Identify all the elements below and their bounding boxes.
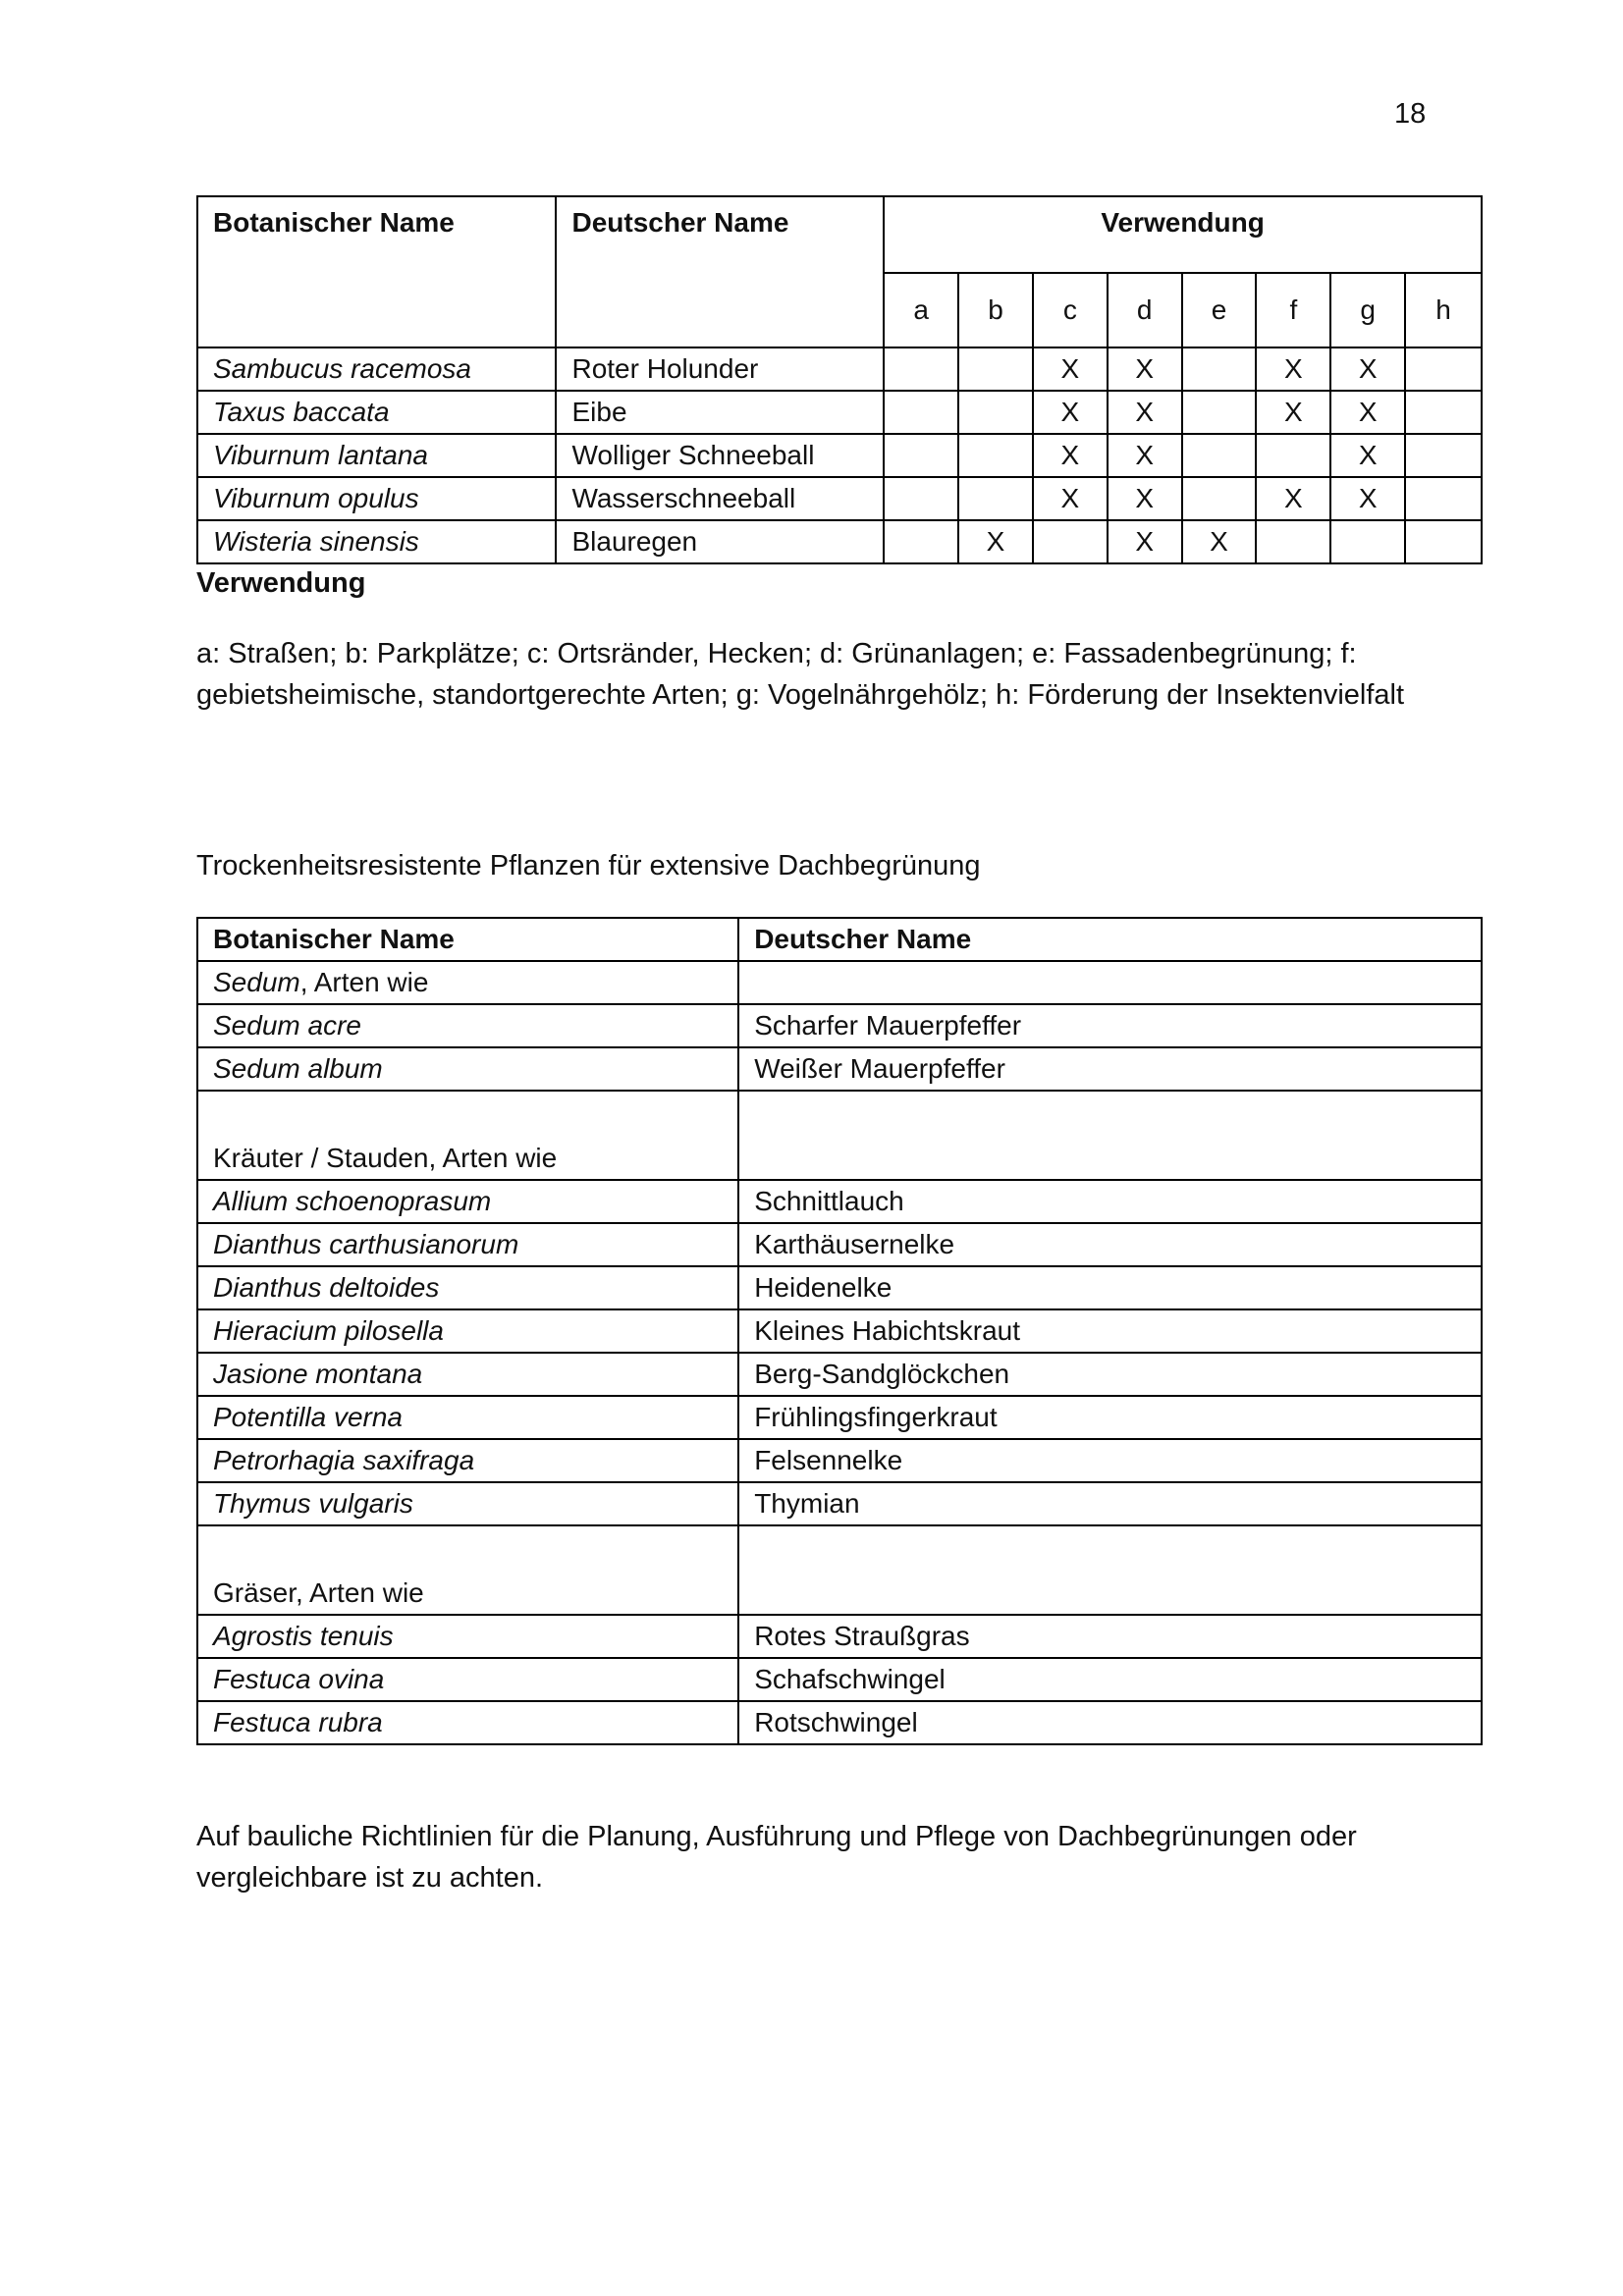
german-name: Karthäusernelke [738, 1223, 1482, 1266]
table-row [197, 1701, 1482, 1744]
usage-mark: X [1033, 391, 1108, 434]
table-row [197, 520, 1482, 563]
usage-column-e: e [1182, 273, 1257, 347]
usage-mark: X [1108, 391, 1182, 434]
botanical-name: Viburnum opulus [197, 477, 556, 520]
german-name: Weißer Mauerpfeffer [738, 1047, 1482, 1091]
german-name [738, 1091, 1482, 1180]
usage-mark [884, 391, 958, 434]
german-name: Rotschwingel [738, 1701, 1482, 1744]
usage-column-d: d [1108, 273, 1182, 347]
german-name: Scharfer Mauerpfeffer [738, 1004, 1482, 1047]
botanical-name: Wisteria sinensis [197, 520, 556, 563]
usage-column-h: h [1405, 273, 1482, 347]
usage-mark: X [1256, 347, 1330, 391]
usage-mark [958, 391, 1033, 434]
german-name: Schafschwingel [738, 1658, 1482, 1701]
table-row [197, 434, 1482, 477]
botanical-name: Festuca rubra [197, 1701, 738, 1744]
usage-mark [1256, 520, 1330, 563]
usage-mark [958, 347, 1033, 391]
usage-mark: X [1256, 391, 1330, 434]
german-name: Wasserschneeball [556, 477, 884, 520]
footer-note: Auf bauliche Richtlinien für die Planung, Ausführung und Pflege von Dachbegrünungen oder vergleichbare ist zu achten. [196, 1821, 1357, 1894]
botanical-name: Jasione montana [197, 1353, 738, 1396]
usage-mark: X [1330, 347, 1405, 391]
usage-mark [1405, 477, 1482, 520]
usage-mark: X [1033, 477, 1108, 520]
usage-mark: X [1033, 347, 1108, 391]
usage-mark: X [1108, 520, 1182, 563]
botanical-name: Allium schoenoprasum [197, 1180, 738, 1223]
botanical-name: Sedum album [197, 1047, 738, 1091]
german-name: Wolliger Schneeball [556, 434, 884, 477]
group-genus: Sedum [213, 967, 300, 997]
table-row [197, 1658, 1482, 1701]
botanical-name: Taxus baccata [197, 391, 556, 434]
usage-mark [884, 347, 958, 391]
usage-mark [958, 434, 1033, 477]
header-botanical-name: Botanischer Name [197, 196, 556, 347]
table-row [197, 1180, 1482, 1223]
table-row [197, 1223, 1482, 1266]
usage-mark: X [1256, 477, 1330, 520]
usage-mark: X [1182, 520, 1257, 563]
usage-mark: X [1108, 434, 1182, 477]
botanical-name: Sambucus racemosa [197, 347, 556, 391]
usage-mark: X [1330, 391, 1405, 434]
botanical-name: Viburnum lantana [197, 434, 556, 477]
usage-mark: X [958, 520, 1033, 563]
group-label: Gräser, Arten wie [197, 1525, 738, 1615]
german-name: Rotes Straußgras [738, 1615, 1482, 1658]
section-title: Trockenheitsresistente Pflanzen für extensive Dachbegrünung [196, 850, 981, 881]
usage-mark [1182, 477, 1257, 520]
table-row [197, 1482, 1482, 1525]
botanical-name: Dianthus carthusianorum [197, 1223, 738, 1266]
german-name: Eibe [556, 391, 884, 434]
table-row [197, 1266, 1482, 1309]
page-number: 18 [1394, 98, 1427, 130]
german-name [738, 961, 1482, 1004]
usage-mark [884, 434, 958, 477]
header-german-name: Deutscher Name [738, 918, 1482, 961]
table-row [197, 347, 1482, 391]
usage-mark [1256, 434, 1330, 477]
legend-text: a: Straßen; b: Parkplätze; c: Ortsränder, Hecken; d: Grünanlagen; e: Fassadenbegrünung; f: gebietsheimische, standortgerechte Arten; g: Vogelnährgehölz; h: Förderung der Insektenvielfalt [196, 638, 1405, 711]
usage-table [196, 195, 1483, 564]
botanical-name: Potentilla verna [197, 1396, 738, 1439]
usage-mark [1405, 391, 1482, 434]
botanical-name: Dianthus deltoides [197, 1266, 738, 1309]
usage-mark [1330, 520, 1405, 563]
table-row [197, 961, 1482, 1004]
usage-mark [1405, 434, 1482, 477]
usage-mark [1033, 520, 1108, 563]
legend-title: Verwendung [196, 567, 366, 599]
botanical-name: Petrorhagia saxifraga [197, 1439, 738, 1482]
german-name: Kleines Habichtskraut [738, 1309, 1482, 1353]
german-name: Felsennelke [738, 1439, 1482, 1482]
usage-column-c: c [1033, 273, 1108, 347]
usage-mark [1405, 520, 1482, 563]
german-name: Heidenelke [738, 1266, 1482, 1309]
usage-mark: X [1330, 434, 1405, 477]
usage-mark: X [1033, 434, 1108, 477]
usage-mark: X [1108, 347, 1182, 391]
table-row [197, 1004, 1482, 1047]
german-name: Roter Holunder [556, 347, 884, 391]
group-label [197, 961, 738, 1004]
group-row [197, 1525, 1482, 1615]
usage-column-g: g [1330, 273, 1405, 347]
group-label: Kräuter / Stauden, Arten wie [197, 1091, 738, 1180]
usage-column-f: f [1256, 273, 1330, 347]
header-german-name: Deutscher Name [556, 196, 884, 347]
table-row [197, 1047, 1482, 1091]
usage-mark [1182, 434, 1257, 477]
usage-mark [1182, 391, 1257, 434]
german-name: Frühlingsfingerkraut [738, 1396, 1482, 1439]
table-row [197, 1615, 1482, 1658]
german-name: Berg-Sandglöckchen [738, 1353, 1482, 1396]
header-usage: Verwendung [884, 196, 1482, 273]
header-botanical-name: Botanischer Name [197, 918, 738, 961]
usage-mark [1405, 347, 1482, 391]
table-row [197, 1309, 1482, 1353]
usage-mark [884, 520, 958, 563]
botanical-name: Hieracium pilosella [197, 1309, 738, 1353]
german-name: Blauregen [556, 520, 884, 563]
usage-mark [1182, 347, 1257, 391]
group-row [197, 1091, 1482, 1180]
roof-plants-table [196, 917, 1483, 1745]
table-row [197, 1439, 1482, 1482]
usage-mark [958, 477, 1033, 520]
table-row [197, 1396, 1482, 1439]
botanical-name: Festuca ovina [197, 1658, 738, 1701]
usage-column-a: a [884, 273, 958, 347]
botanical-name: Sedum acre [197, 1004, 738, 1047]
table-row [197, 477, 1482, 520]
usage-mark [884, 477, 958, 520]
german-name: Schnittlauch [738, 1180, 1482, 1223]
botanical-name: Thymus vulgaris [197, 1482, 738, 1525]
table-row [197, 391, 1482, 434]
usage-mark: X [1108, 477, 1182, 520]
table-row [197, 1353, 1482, 1396]
group-suffix: , Arten wie [299, 967, 429, 997]
botanical-name: Agrostis tenuis [197, 1615, 738, 1658]
usage-column-b: b [958, 273, 1033, 347]
german-name: Thymian [738, 1482, 1482, 1525]
german-name [738, 1525, 1482, 1615]
usage-mark: X [1330, 477, 1405, 520]
